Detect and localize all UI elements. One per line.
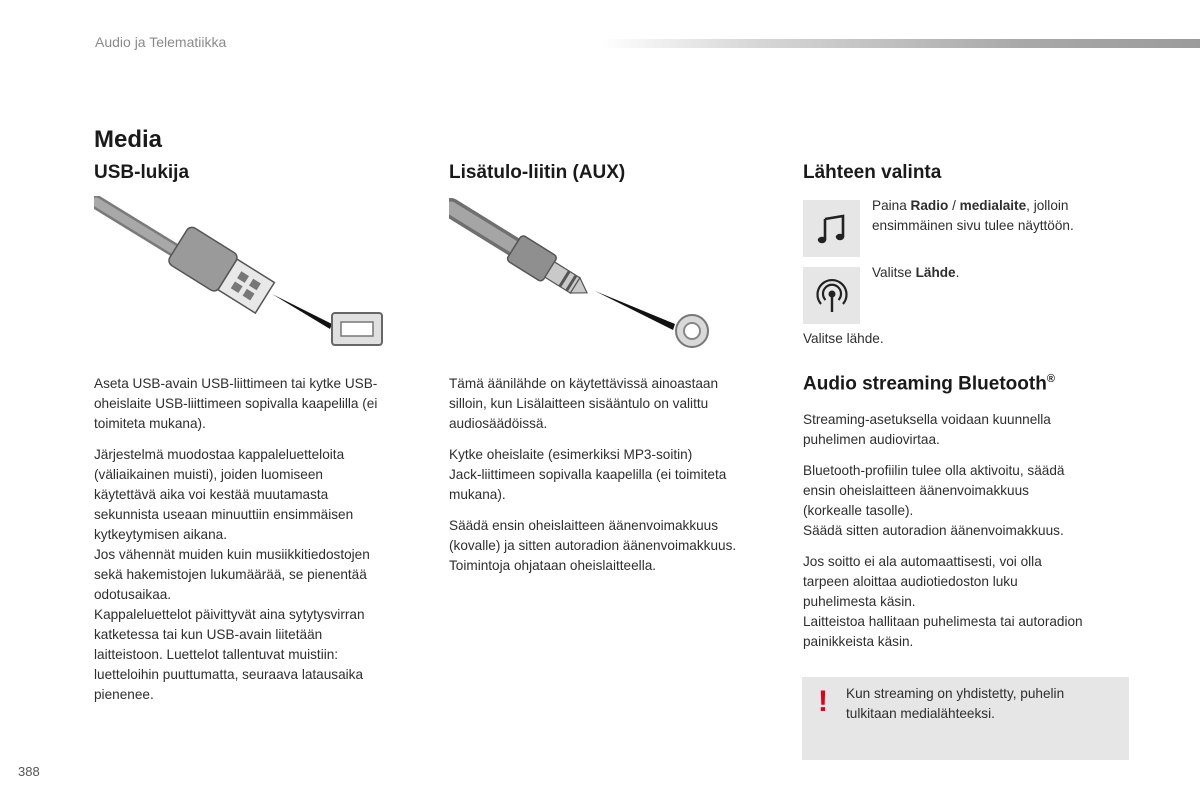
music-note-icon bbox=[814, 211, 850, 247]
step2-text: Valitse bbox=[872, 265, 916, 280]
radio-label: Radio bbox=[910, 198, 949, 213]
step2-text-end: . bbox=[955, 265, 960, 280]
bluetooth-paragraph-2: Bluetooth-profiilin tulee olla aktivoitu, säädä ensin oheislaitteen äänenvoimakkuus (korkealle tasolle). Säädä sitten autoradion äänenvoimakkuus. bbox=[803, 463, 1065, 538]
registered-mark: ® bbox=[1046, 373, 1055, 385]
source-step-1 bbox=[872, 196, 1142, 236]
header-bar bbox=[600, 39, 1200, 48]
note-text: Kun streaming on yhdistetty, puhelin tulkitaan medialähteeksi. bbox=[846, 686, 1065, 721]
source-label: Lähde bbox=[915, 265, 956, 280]
step1-text: Paina bbox=[872, 198, 911, 213]
step1-separator: / bbox=[948, 198, 960, 213]
aux-heading: Lisätulo-liitin (AUX) bbox=[449, 162, 626, 183]
source-step-2 bbox=[872, 263, 1142, 283]
source-antenna-icon bbox=[813, 277, 851, 315]
warning-icon: ! bbox=[818, 685, 828, 718]
usb-paragraph-1: Aseta USB-avain USB-liittimeen tai kytke USB- oheislaite USB-liittimeen sopivalla kaapelilla (ei toimiteta mukana). bbox=[94, 376, 378, 431]
source-step-3: Valitse lähde. bbox=[803, 331, 884, 346]
header-section-title: Audio ja Telematiikka bbox=[95, 34, 227, 50]
aux-paragraph-1: Tämä äänilähde on käytettävissä ainoastaan silloin, kun Lisälaitteen sisääntulo on valittu audiosäädöissä. bbox=[449, 376, 719, 431]
bluetooth-text bbox=[803, 410, 1133, 663]
step1-text-end: , jolloin ensimmäinen sivu tulee näyttöön. bbox=[872, 198, 1074, 233]
bluetooth-heading-text: Audio streaming Bluetooth bbox=[803, 373, 1047, 395]
usb-connector-illustration bbox=[94, 196, 394, 356]
usb-paragraph-2: Järjestelmä muodostaa kappaleluetteloita (väliaikainen muisti), joiden luomiseen käytettävä aika voi kestää muutamasta sekunnista useaan minuuttiin ensimmäisen kytkeytymisen aikana. Jos vähennät muiden kuin musiikkitiedostojen sekä hakemistojen lukumäärää, se pienentää odotusaikaa. Kappaleluettelot päivittyvät aina sytytysvirran katketessa tai kun USB-avain liitetään laitteistoon. Luettelot tallentuvat muistiin: luetteloihin puuttumatta, seuraava latausaika pienenee. bbox=[94, 447, 370, 702]
page-number: 388 bbox=[18, 764, 40, 779]
source-heading: Lähteen valinta bbox=[803, 162, 942, 183]
bluetooth-paragraph-1: Streaming-asetuksella voidaan kuunnella puhelimen audiovirtaa. bbox=[803, 412, 1051, 447]
bluetooth-paragraph-3: Jos soitto ei ala automaattisesti, voi olla tarpeen aloittaa audiotiedoston luku puhelimesta käsin. Laitteistoa hallitaan puhelimesta tai autoradion painikkeista käsin. bbox=[803, 554, 1083, 649]
usb-heading: USB-lukija bbox=[94, 162, 190, 183]
bluetooth-heading bbox=[803, 373, 1055, 395]
aux-paragraph-2: Kytke oheislaite (esimerkiksi MP3-soitin) Jack-liittimeen sopivalla kaapelilla (ei toimiteta mukana). bbox=[449, 447, 727, 502]
media-device-label: medialaite bbox=[959, 198, 1027, 213]
page-title: Media bbox=[94, 126, 163, 153]
media-button[interactable] bbox=[803, 200, 860, 257]
aux-text bbox=[449, 374, 789, 587]
aux-jack-illustration bbox=[449, 196, 729, 356]
usb-text bbox=[94, 374, 434, 716]
source-button[interactable] bbox=[803, 267, 860, 324]
aux-paragraph-3: Säädä ensin oheislaitteen äänenvoimakkuus (kovalle) ja sitten autoradion äänenvoimakkuus. Toimintoja ohjataan oheislaitteella. bbox=[449, 518, 737, 573]
